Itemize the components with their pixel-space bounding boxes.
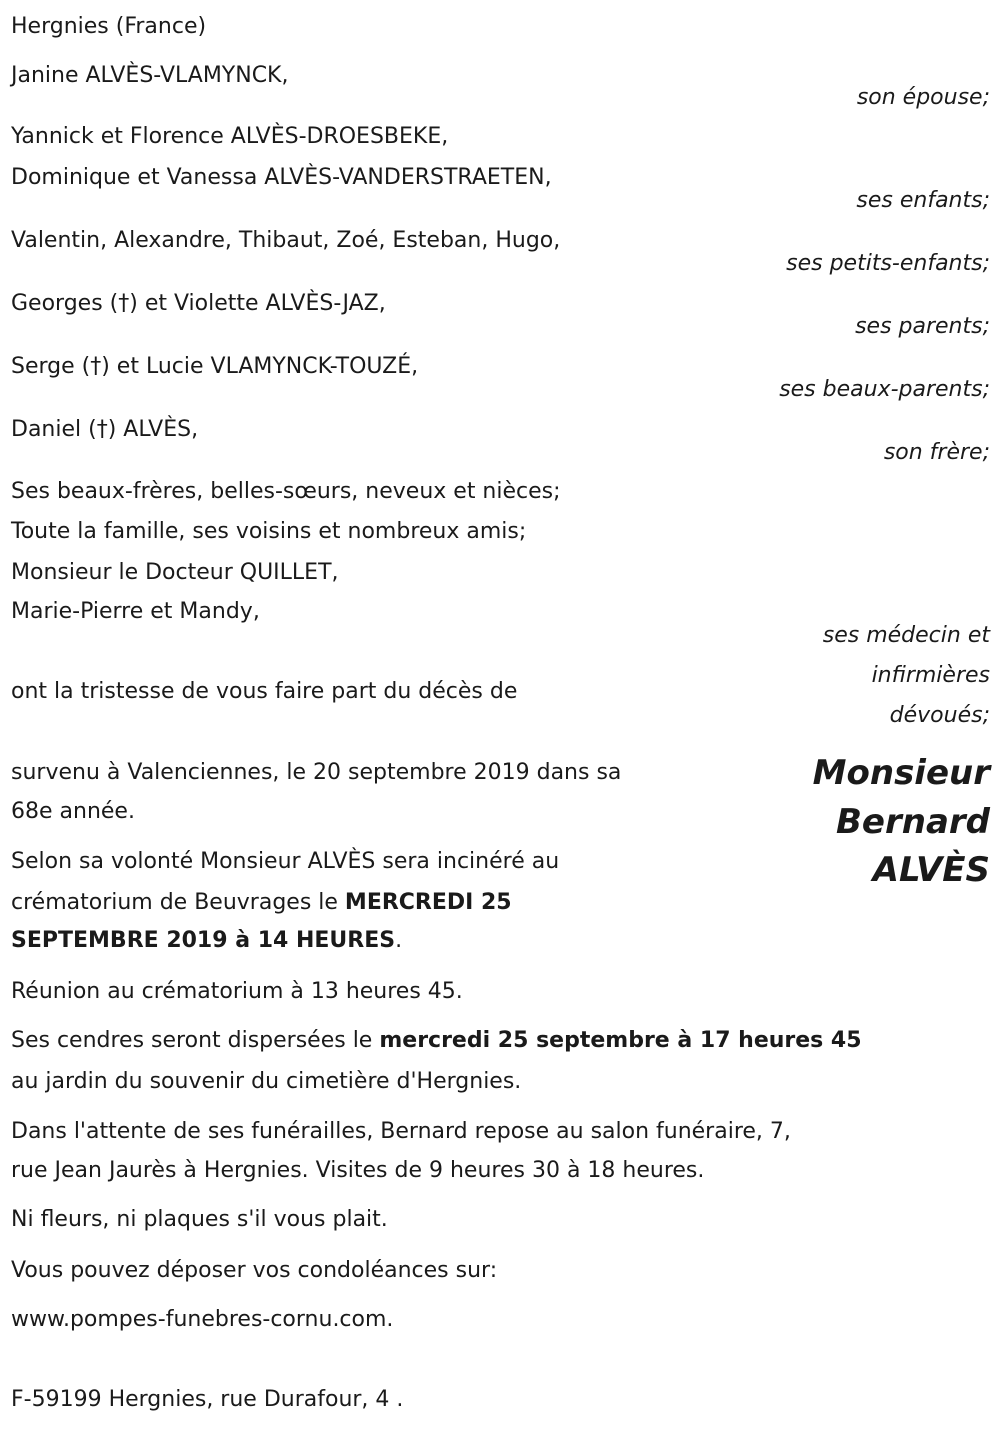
relation-children: ses enfants; [856,188,990,213]
relation-brother: son frère; [883,440,990,465]
family-spouse: Janine ALVÈS-VLAMYNCK, [11,63,289,88]
ashes-2: au jardin du souvenir du cimetière d'Hergnies. [11,1069,522,1094]
ashes-1: Ses cendres seront dispersées le mercredi 25 septembre à 17 heures 45 [11,1028,862,1053]
relation-grandchildren: ses petits-enfants; [786,251,990,276]
location: Hergnies (France) [11,14,207,39]
relation-parents-in-law: ses beaux-parents; [779,377,990,402]
announcement: ont la tristesse de vous faire part du décès de [11,679,518,704]
reunion: Réunion au crématorium à 13 heures 45. [11,979,463,1004]
cremation-1: Selon sa volonté Monsieur ALVÈS sera incinéré au [11,849,560,874]
others-2: Toute la famille, ses voisins et nombreux amis; [11,519,527,544]
relation-parents: ses parents; [855,314,990,339]
death-2: 68e année. [11,799,135,824]
rest-2: rue Jean Jaurès à Hergnies. Visites de 9 heures 30 à 18 heures. [11,1158,705,1183]
cremation-2: crématorium de Beuvrages le MERCREDI 25 [11,890,512,915]
rest-1: Dans l'attente de ses funérailles, Bernard repose au salon funéraire, 7, [11,1119,791,1144]
address: F-59199 Hergnies, rue Durafour, 4 . [11,1387,404,1412]
death-1: survenu à Valenciennes, le 20 septembre 2019 dans sa [11,760,622,785]
family-parents: Georges (†) et Violette ALVÈS-JAZ, [11,291,386,316]
relation-medical-3: dévoués; [889,703,990,728]
cremation-3: SEPTEMBRE 2019 à 14 HEURES. [11,928,403,953]
family-grandchildren: Valentin, Alexandre, Thibaut, Zoé, Esteban, Hugo, [11,228,561,253]
family-brother: Daniel (†) ALVÈS, [11,417,199,442]
deceased-last-name: ALVÈS [872,850,990,890]
deceased-title: Monsieur [812,753,990,793]
condolences: Vous pouvez déposer vos condoléances sur: [11,1258,498,1283]
relation-medical-1: ses médecin et [822,623,990,648]
others-1: Ses beaux-frères, belles-sœurs, neveux et nièces; [11,479,561,504]
family-children-2: Dominique et Vanessa ALVÈS-VANDERSTRAETEN, [11,165,552,190]
family-parents-in-law: Serge (†) et Lucie VLAMYNCK-TOUZÉ, [11,354,419,379]
flowers: Ni fleurs, ni plaques s'il vous plait. [11,1207,388,1232]
others-3: Monsieur le Docteur QUILLET, [11,560,339,585]
website-link[interactable]: www.pompes-funebres-cornu.com. [11,1307,394,1332]
deceased-first-name: Bernard [836,802,990,842]
relation-spouse: son épouse; [856,85,990,110]
relation-medical-2: infirmières [871,663,990,688]
others-4: Marie-Pierre et Mandy, [11,599,260,624]
family-children-1: Yannick et Florence ALVÈS-DROESBEKE, [11,124,449,149]
